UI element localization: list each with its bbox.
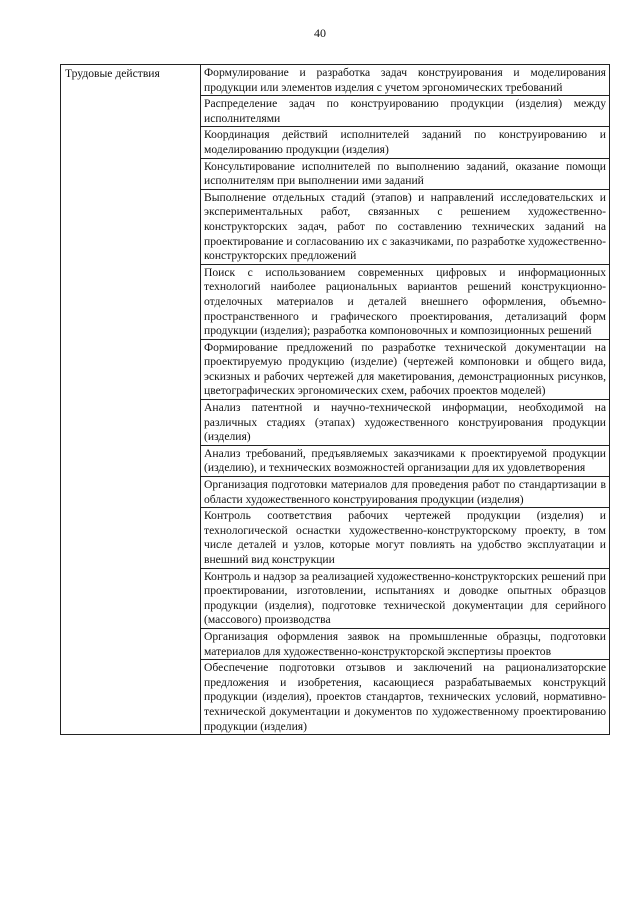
- action-item: Поиск с использованием современных цифровых и информационных технологий наиболее рациональных вариантов решений конструкционно-отделочных материалов и деталей внешнего оформления, объемно-пространственного и графического проектирования, детализаций форм продукции (изделия); разработка компоновочных и композиционных решений: [201, 264, 610, 339]
- action-item: Распределение задач по конструированию продукции (изделия) между исполнителями: [201, 96, 610, 127]
- labor-actions-table: [60, 64, 610, 735]
- action-item: Организация оформления заявок на промышленные образцы, подготовки материалов для художественно-конструкторской экспертизы проектов: [201, 628, 610, 659]
- action-item: Формирование предложений по разработке технической документации на проектируемую продукцию (изделие) (чертежей компоновки и общего вида, эскизных и рабочих чертежей для макетирования, демонстрационных рисунков, цветографических эргономических схем, рабочих проектов моделей): [201, 339, 610, 399]
- page-number: 40: [314, 26, 326, 40]
- action-item: Консультирование исполнителей по выполнению заданий, оказание помощи исполнителям при выполнении ими заданий: [201, 158, 610, 189]
- action-item: Анализ патентной и научно-технической информации, необходимой на различных стадиях (этапах) художественного конструирования продукции (изделия): [201, 400, 610, 446]
- action-item: Обеспечение подготовки отзывов и заключений на рационализаторские предложения и изобретения, касающиеся разрабатываемых конструкций продукции (изделия), проектов стандартов, технических условий, нормативно-технической документации и документов по художественному проектированию продукции (изделия): [201, 660, 610, 735]
- action-item: Контроль и надзор за реализацией художественно-конструкторских решений при проектировании, изготовлении, испытаниях и доводке опытных образцов продукции (изделия), подготовке технической документации для серийного (массового) производства: [201, 568, 610, 628]
- action-item: Анализ требований, предъявляемых заказчиками к проектируемой продукции (изделию), и технических возможностей организации для их удовлетворения: [201, 445, 610, 476]
- action-item: Организация подготовки материалов для проведения работ по стандартизации в области художественного конструирования продукции (изделия): [201, 477, 610, 508]
- action-item: Координация действий исполнителей заданий по конструированию и моделированию продукции (изделия): [201, 127, 610, 158]
- section-label: Трудовые действия: [61, 65, 201, 735]
- table-row: [61, 65, 610, 96]
- action-item: Формулирование и разработка задач конструирования и моделирования продукции или элементов изделия с учетом эргономических требований: [201, 65, 610, 96]
- action-item: Выполнение отдельных стадий (этапов) и направлений исследовательских и экспериментальных работ, связанных с решением художественно-конструкторских задач, работ по составлению технических заданий на проектирование и согласованию их с заказчиками, по разработке художественно-конструкторских предложений: [201, 189, 610, 264]
- action-item: Контроль соответствия рабочих чертежей продукции (изделия) и технологической оснастки художественно-конструкторскому проекту, в том числе деталей и узлов, которые могут повлиять на удобство эксплуатации и внешний вид конструкции: [201, 508, 610, 568]
